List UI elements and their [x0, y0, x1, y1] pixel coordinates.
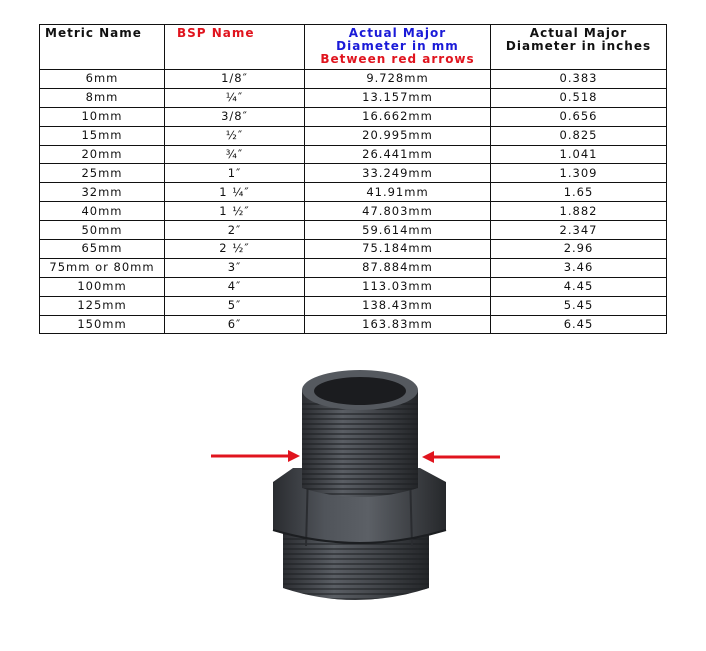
cell-diameter-inches: 0.518 — [491, 88, 667, 107]
cell-diameter-mm: 75.184mm — [305, 240, 491, 259]
cell-bsp-name: 2 ½″ — [165, 240, 305, 259]
cell-diameter-inches: 0.383 — [491, 70, 667, 89]
bsp-size-table-wrapper — [39, 24, 666, 334]
cell-metric-name: 6mm — [40, 70, 165, 89]
bsp-size-table — [39, 24, 667, 334]
cell-bsp-name: 1″ — [165, 164, 305, 183]
cell-diameter-mm: 163.83mm — [305, 315, 491, 334]
cell-metric-name: 150mm — [40, 315, 165, 334]
cell-diameter-inches: 2.96 — [491, 240, 667, 259]
header-diameter-inches-line2: Diameter in inches — [505, 39, 652, 53]
left-red-arrow — [211, 450, 300, 462]
table-row — [40, 240, 667, 259]
cell-metric-name: 125mm — [40, 296, 165, 315]
cell-metric-name: 32mm — [40, 183, 165, 202]
cell-bsp-name: 1 ½″ — [165, 202, 305, 221]
cell-diameter-inches: 0.656 — [491, 107, 667, 126]
cell-diameter-inches: 4.45 — [491, 277, 667, 296]
cell-diameter-inches: 5.45 — [491, 296, 667, 315]
table-row — [40, 221, 667, 240]
table-header-row — [40, 25, 667, 70]
cell-diameter-mm: 9.728mm — [305, 70, 491, 89]
cell-metric-name: 25mm — [40, 164, 165, 183]
table-row — [40, 70, 667, 89]
table-row — [40, 107, 667, 126]
cell-diameter-inches: 6.45 — [491, 315, 667, 334]
cell-diameter-inches: 1.041 — [491, 145, 667, 164]
cell-metric-name: 40mm — [40, 202, 165, 221]
header-diameter-mm-line2: Diameter in mm — [336, 39, 459, 53]
table-row — [40, 296, 667, 315]
cell-diameter-inches: 3.46 — [491, 258, 667, 277]
cell-bsp-name: 3″ — [165, 258, 305, 277]
table-row — [40, 145, 667, 164]
table-row — [40, 202, 667, 221]
cell-diameter-mm: 33.249mm — [305, 164, 491, 183]
table-row — [40, 164, 667, 183]
pipe-fitting-icon — [0, 360, 706, 647]
table-row — [40, 126, 667, 145]
cell-diameter-mm: 47.803mm — [305, 202, 491, 221]
header-metric-name: Metric Name — [40, 25, 165, 70]
cell-diameter-mm: 16.662mm — [305, 107, 491, 126]
cell-bsp-name: 6″ — [165, 315, 305, 334]
cell-bsp-name: ¾″ — [165, 145, 305, 164]
cell-metric-name: 65mm — [40, 240, 165, 259]
cell-bsp-name: 1/8″ — [165, 70, 305, 89]
cell-metric-name: 100mm — [40, 277, 165, 296]
table-body — [40, 70, 667, 334]
cell-bsp-name: ½″ — [165, 126, 305, 145]
fitting-photo — [0, 360, 706, 647]
cell-bsp-name: ¼″ — [165, 88, 305, 107]
table-row — [40, 315, 667, 334]
header-diameter-mm — [305, 25, 491, 70]
right-red-arrow — [422, 451, 500, 463]
header-diameter-inches-line1: Actual Major — [529, 26, 628, 40]
cell-diameter-mm: 20.995mm — [305, 126, 491, 145]
table-row — [40, 183, 667, 202]
cell-diameter-mm: 87.884mm — [305, 258, 491, 277]
cell-bsp-name: 1 ¼″ — [165, 183, 305, 202]
cell-metric-name: 75mm or 80mm — [40, 258, 165, 277]
cell-bsp-name: 4″ — [165, 277, 305, 296]
table-row — [40, 88, 667, 107]
header-diameter-mm-line3: Between red arrows — [320, 52, 475, 66]
cell-metric-name: 15mm — [40, 126, 165, 145]
upper-thread-section — [302, 370, 418, 497]
cell-metric-name: 8mm — [40, 88, 165, 107]
cell-diameter-mm: 138.43mm — [305, 296, 491, 315]
cell-metric-name: 10mm — [40, 107, 165, 126]
table-row — [40, 258, 667, 277]
cell-bsp-name: 3/8″ — [165, 107, 305, 126]
cell-diameter-inches: 1.309 — [491, 164, 667, 183]
header-diameter-mm-line1: Actual Major — [348, 26, 447, 40]
cell-diameter-mm: 59.614mm — [305, 221, 491, 240]
header-bsp-name: BSP Name — [165, 25, 305, 70]
cell-diameter-mm: 26.441mm — [305, 145, 491, 164]
cell-diameter-inches: 1.65 — [491, 183, 667, 202]
cell-diameter-inches: 1.882 — [491, 202, 667, 221]
cell-diameter-mm: 13.157mm — [305, 88, 491, 107]
cell-diameter-mm: 113.03mm — [305, 277, 491, 296]
header-diameter-inches — [491, 25, 667, 70]
cell-metric-name: 50mm — [40, 221, 165, 240]
cell-bsp-name: 2″ — [165, 221, 305, 240]
cell-metric-name: 20mm — [40, 145, 165, 164]
cell-diameter-inches: 2.347 — [491, 221, 667, 240]
table-row — [40, 277, 667, 296]
cell-bsp-name: 5″ — [165, 296, 305, 315]
cell-diameter-inches: 0.825 — [491, 126, 667, 145]
cell-diameter-mm: 41.91mm — [305, 183, 491, 202]
